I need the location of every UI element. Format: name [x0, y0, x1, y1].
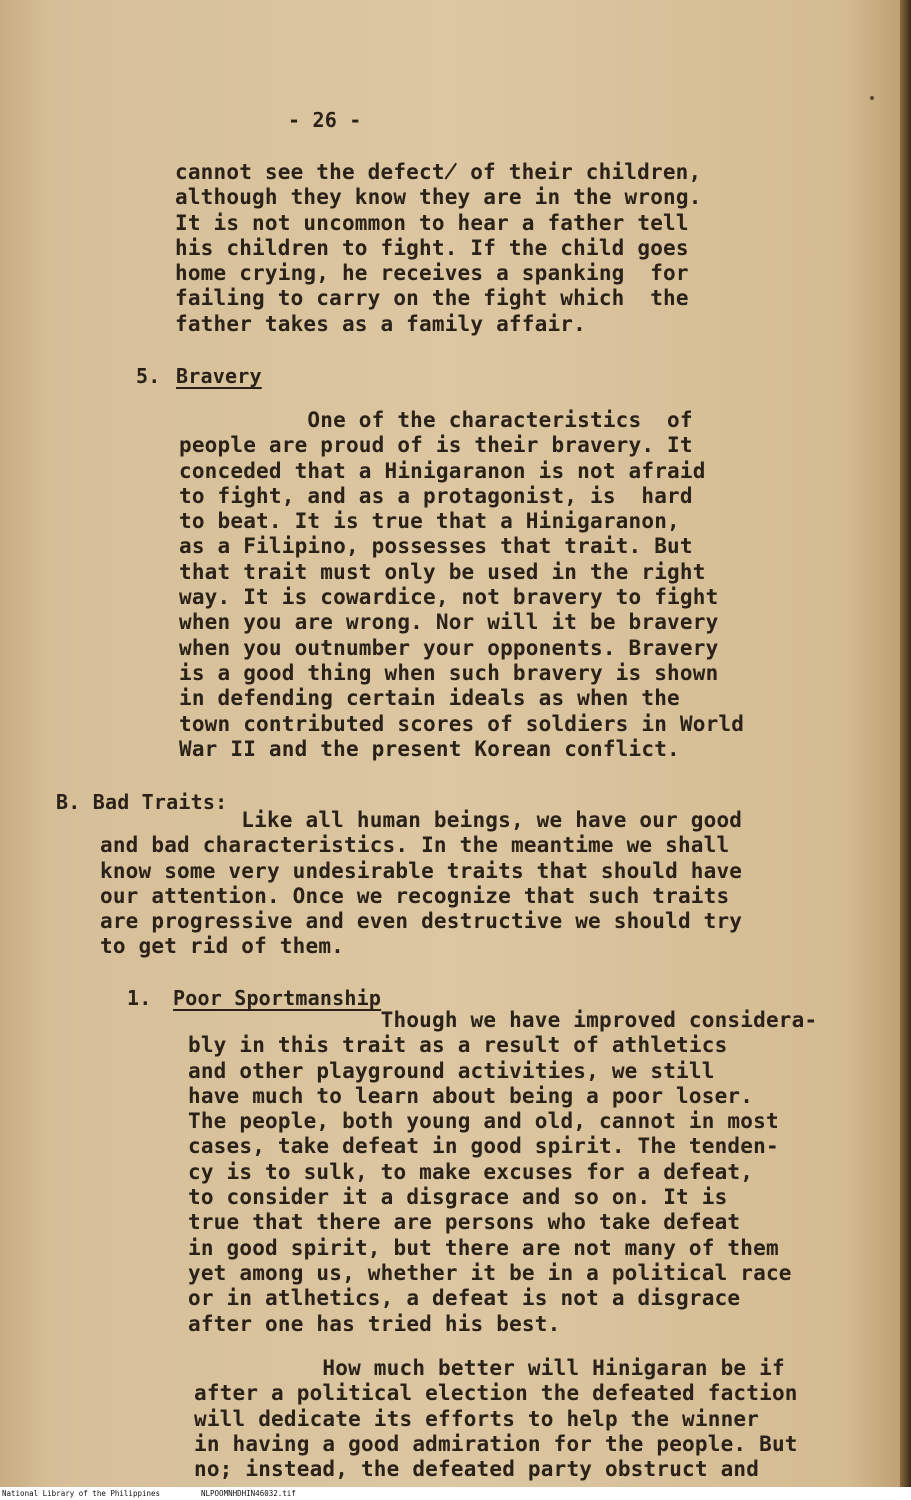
footer-file-id: NLPOOMNHDHIN46032.tif: [201, 1489, 296, 1498]
section-1-body-continued: How much better will Hinigaran be if after a political election the defeated faction will dedicate its efforts to help the winner in having a good admiration for the people. But no; instead, the defeated party obstruct and: [194, 1356, 798, 1482]
section-5-body: One of the characteristics of people are proud of is their bravery. It conceded that a Hinigaranon is not afraid to fight, and as a protagonist, is hard to beat. It is true that a Hinigaranon, as a Filipino, possesses that trait. But that trait must only be used in the right way. It is cowardice, not bravery to fight when you are wrong. Nor will it be bravery when you outnumber your opponents. Bravery is a good thing when such bravery is shown in defending certain ideals as when the town contributed scores of soldiers in World War II and the present Korean conflict.: [179, 408, 745, 761]
section-5-title: Bravery: [176, 364, 262, 388]
section-1-title: Poor Sportmanship: [173, 986, 382, 1010]
section-5-number: 5.: [136, 364, 161, 388]
section-b-heading: B. Bad Traits:: [56, 790, 228, 814]
section-1-number: 1.: [127, 986, 152, 1010]
section-b-body: Like all human beings, we have our good and bad characteristics. In the meantime we shall know some very undesirable traits that should have our attention. Once we recognize that such traits are progressive and even destructive we should try to get rid of them.: [100, 808, 743, 959]
section-1-body: Though we have improved considera- bly in this trait as a result of athletics and other playground activities, we still have much to learn about being a poor loser. The people, both young and old, cannot in most cases, take defeat in good spirit. The tenden- cy is to sulk, to make excuses for a defeat, to consider it a disgrace and so on. It is true that there are persons who take defeat in good spirit, but there are not many of them yet among us, whether it be in a political race or in atlhetics, a defeat is not a disgrace after one has tried his best.: [188, 1008, 818, 1336]
ink-speck: [870, 96, 874, 100]
scan-footer: [0, 1487, 911, 1500]
page-number: - 26 -: [288, 108, 362, 132]
page-edge-shadow: [900, 0, 911, 1500]
footer-institution: National Library of the Philippines: [2, 1489, 161, 1498]
paragraph-children-fighting: cannot see the defect̸ of their children, although they know they are in the wrong. It is not uncommon to hear a father tell his children to fight. If the child goes home crying, he receives a spanking for failing to carry on the fight which the father takes as a family affair.: [175, 160, 702, 336]
